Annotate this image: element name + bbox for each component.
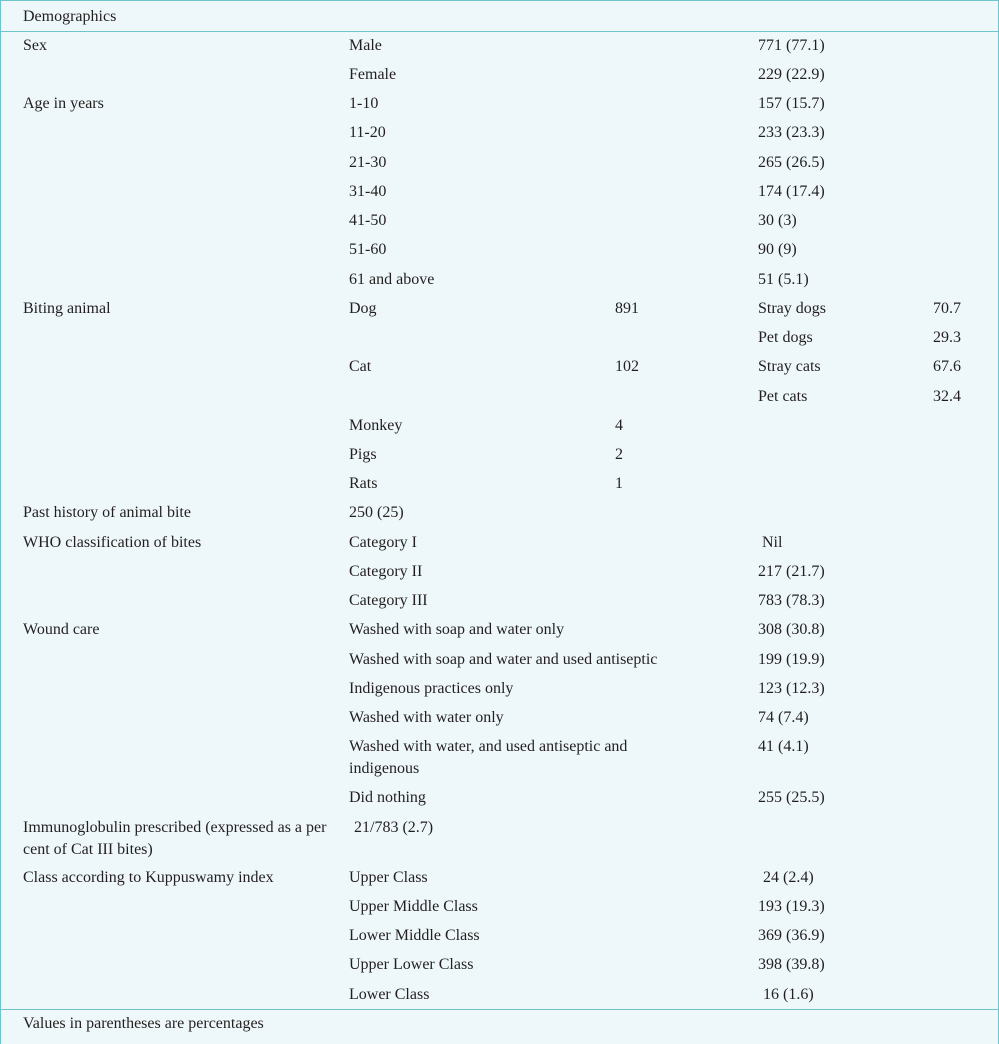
row-label: Wound care (23, 621, 100, 638)
row-label: Age in years (23, 95, 104, 112)
row-value: 123 (12.3) (758, 680, 825, 697)
row-category: Washed with water, and used antiseptic and indigenous (349, 738, 628, 777)
row-label: Immunoglobulin prescribed (expressed as a per cent of Cat III bites) (23, 819, 327, 858)
row-category: 31-40 (349, 183, 387, 200)
row-category: Washed with soap and water only (349, 621, 565, 638)
row-subvalue: 32.4 (933, 388, 961, 405)
row-value: 51 (5.1) (758, 271, 809, 288)
row-value: 369 (36.9) (758, 927, 825, 944)
row-category: Cat (349, 358, 372, 375)
row-subcategory: Pet cats (758, 388, 808, 405)
row-category: Washed with water only (349, 709, 504, 726)
row-value: 157 (15.7) (758, 95, 825, 112)
row-category: Pigs (349, 446, 377, 463)
row-value: 255 (25.5) (758, 789, 825, 806)
row-category: Female (349, 66, 397, 83)
row-category: Lower Class (349, 986, 430, 1003)
table-header-band (1, 1, 998, 32)
row-category: Category I (349, 534, 417, 551)
row-value: 398 (39.8) (758, 956, 825, 973)
row-value: 90 (9) (758, 241, 797, 258)
row-value: 217 (21.7) (758, 563, 825, 580)
row-count: 4 (615, 417, 623, 434)
row-label: Biting animal (23, 300, 111, 317)
row-value: 199 (19.9) (758, 651, 825, 668)
row-category: Lower Middle Class (349, 927, 480, 944)
row-value: 265 (26.5) (758, 154, 825, 171)
row-value: 233 (23.3) (758, 124, 825, 141)
row-value: 16 (1.6) (763, 986, 814, 1003)
row-value: 783 (78.3) (758, 592, 825, 609)
row-count: 102 (615, 358, 639, 375)
row-label: Sex (23, 37, 47, 54)
row-category: 1-10 (349, 95, 379, 112)
row-category: 61 and above (349, 271, 435, 288)
row-subvalue: 67.6 (933, 358, 961, 375)
row-count: 1 (615, 475, 623, 492)
row-count: 2 (615, 446, 623, 463)
row-category: Rats (349, 475, 378, 492)
row-category: 41-50 (349, 212, 387, 229)
row-subvalue: 29.3 (933, 329, 961, 346)
row-count: 891 (615, 300, 639, 317)
row-category: Washed with soap and water and used antiseptic (349, 651, 658, 668)
table-footnote: Values in parentheses are percentages (23, 1015, 264, 1032)
row-value: 24 (2.4) (763, 869, 814, 886)
row-value: 193 (19.3) (758, 898, 825, 915)
row-category: Category III (349, 592, 428, 609)
row-subcategory: Pet dogs (758, 329, 813, 346)
table-header: Demographics (23, 8, 117, 25)
row-label: Past history of animal bite (23, 504, 191, 521)
row-category: Indigenous practices only (349, 680, 514, 697)
row-subcategory: Stray dogs (758, 300, 826, 317)
row-category: 21/783 (2.7) (354, 819, 434, 836)
row-category: 250 (25) (349, 504, 404, 521)
row-category: 21-30 (349, 154, 387, 171)
row-value: 30 (3) (758, 212, 797, 229)
row-category: 51-60 (349, 241, 387, 258)
row-category: Did nothing (349, 789, 426, 806)
row-category: Dog (349, 300, 377, 317)
row-category: Male (349, 37, 382, 54)
row-value: 308 (30.8) (758, 621, 825, 638)
row-label: Class according to Kuppuswamy index (23, 869, 274, 886)
row-value: 771 (77.1) (758, 37, 825, 54)
row-value: 174 (17.4) (758, 183, 825, 200)
row-category: Upper Class (349, 869, 428, 886)
row-category: 11-20 (349, 124, 386, 141)
row-value: 41 (4.1) (758, 738, 809, 755)
row-value: 229 (22.9) (758, 66, 825, 83)
row-category: Category II (349, 563, 423, 580)
row-category: Monkey (349, 417, 403, 434)
row-value: Nil (762, 534, 783, 551)
row-category: Upper Lower Class (349, 956, 474, 973)
row-subcategory: Stray cats (758, 358, 821, 375)
row-subvalue: 70.7 (933, 300, 961, 317)
row-label: WHO classification of bites (23, 534, 202, 551)
row-category: Upper Middle Class (349, 898, 478, 915)
row-value: 74 (7.4) (758, 709, 809, 726)
